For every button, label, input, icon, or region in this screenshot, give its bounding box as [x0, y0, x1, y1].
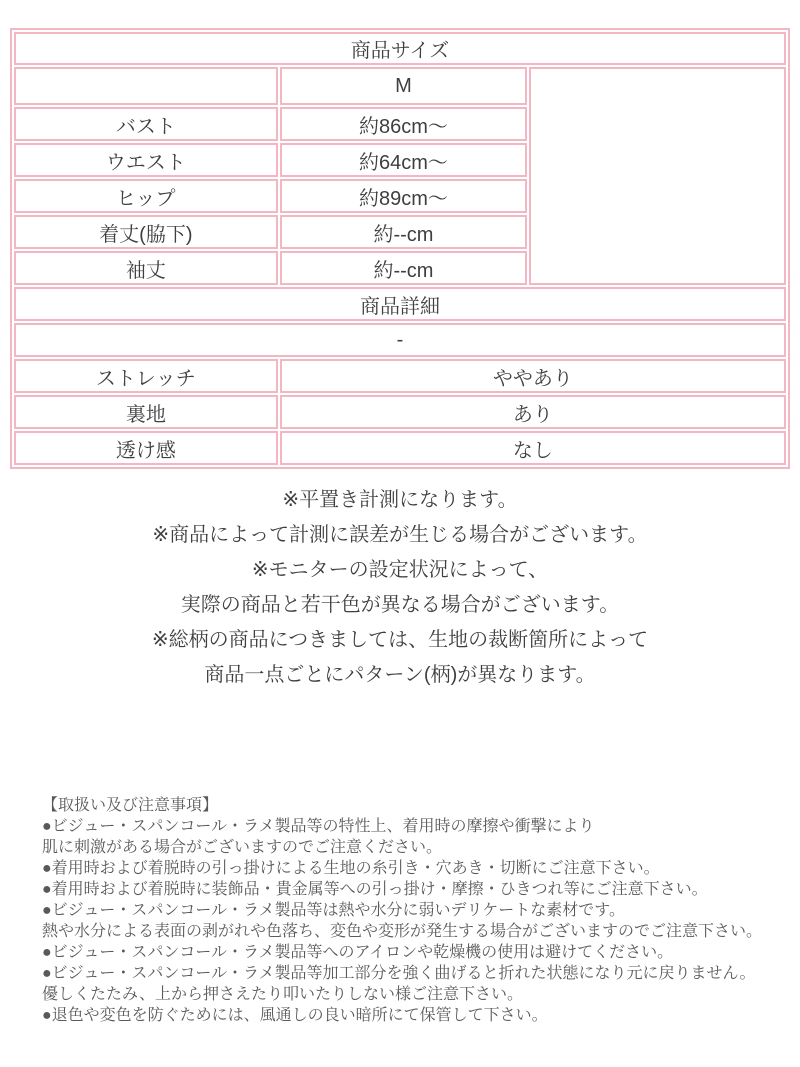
measurement-label: 袖丈	[14, 251, 278, 285]
care-line: ●ビジュー・スパンコール・ラメ製品等へのアイロンや乾燥機の使用は避けてください。	[42, 944, 674, 961]
care-line: ●着用時および着脱時に装飾品・貴金属等への引っ掛け・摩擦・ひきつれ等にご注意下さい。	[42, 881, 708, 898]
note-line: ※平置き計測になります。	[282, 489, 518, 511]
care-line: ●退色や変色を防ぐためには、風通しの良い暗所にて保管して下さい。	[42, 1007, 548, 1024]
measurement-value: 約89cm～	[280, 179, 528, 213]
detail-section-title: 商品詳細	[14, 287, 786, 321]
note-line: ※商品によって計測に誤差が生じる場合がございます。	[152, 524, 648, 546]
measurement-label: バスト	[14, 107, 278, 141]
detail-label: 裏地	[14, 395, 278, 429]
note-line: 実際の商品と若干色が異なる場合がございます。	[180, 594, 620, 616]
size-table-title: 商品サイズ	[14, 32, 786, 65]
detail-label: 透け感	[14, 431, 278, 465]
care-line: ●ビジュー・スパンコール・ラメ製品等加工部分を強く曲げると折れた状態になり元に戻りません。	[42, 965, 756, 982]
size-column-header-row	[14, 67, 786, 105]
product-size-table	[10, 28, 790, 469]
detail-value: ややあり	[280, 359, 786, 393]
detail-value: なし	[280, 431, 786, 465]
detail-value: あり	[280, 395, 786, 429]
care-line: ●ビジュー・スパンコール・ラメ製品等は熱や水分に弱いデリケートな素材です。	[42, 902, 625, 919]
table-row-sheerness	[14, 431, 786, 465]
detail-label: ストレッチ	[14, 359, 278, 393]
care-line: 熱や水分による表面の剥がれや色落ち、変色や変形が発生する場合がございますのでご注意下さい。	[42, 923, 763, 940]
detail-placeholder-row	[14, 323, 786, 357]
measurement-notes	[0, 483, 800, 693]
measurement-value: 約64cm～	[280, 143, 528, 177]
care-instructions	[42, 795, 800, 1026]
right-empty-cell	[529, 67, 786, 285]
table-row-stretch	[14, 359, 786, 393]
size-table-title-row	[14, 32, 786, 65]
detail-placeholder: -	[14, 323, 786, 357]
note-line: ※モニターの設定状況によって、	[251, 559, 549, 581]
care-line: ●ビジュー・スパンコール・ラメ製品等の特性上、着用時の摩擦や衝撃により	[42, 818, 595, 835]
measurement-value: 約--cm	[280, 215, 528, 249]
care-line: ●着用時および着脱時の引っ掛けによる生地の糸引き・穴あき・切断にご注意下さい。	[42, 860, 660, 877]
detail-title-row	[14, 287, 786, 321]
measurement-label: ウエスト	[14, 143, 278, 177]
measurement-label: ヒップ	[14, 179, 278, 213]
empty-label-cell	[14, 67, 278, 105]
note-line: ※総柄の商品につきましては、生地の裁断箇所によって	[151, 629, 649, 651]
note-line: 商品一点ごとにパターン(柄)が異なります。	[204, 664, 596, 686]
measurement-label: 着丈(脇下)	[14, 215, 278, 249]
size-column-header: M	[280, 67, 528, 105]
table-row-lining	[14, 395, 786, 429]
care-line: 肌に刺激がある場合がございますのでご注意ください。	[42, 839, 443, 856]
measurement-value: 約--cm	[280, 251, 528, 285]
care-line: 優しくたたみ、上から押さえたり叩いたりしない様ご注意下さい。	[42, 986, 523, 1003]
measurement-value: 約86cm～	[280, 107, 528, 141]
care-heading: 【取扱い及び注意事項】	[42, 797, 219, 814]
